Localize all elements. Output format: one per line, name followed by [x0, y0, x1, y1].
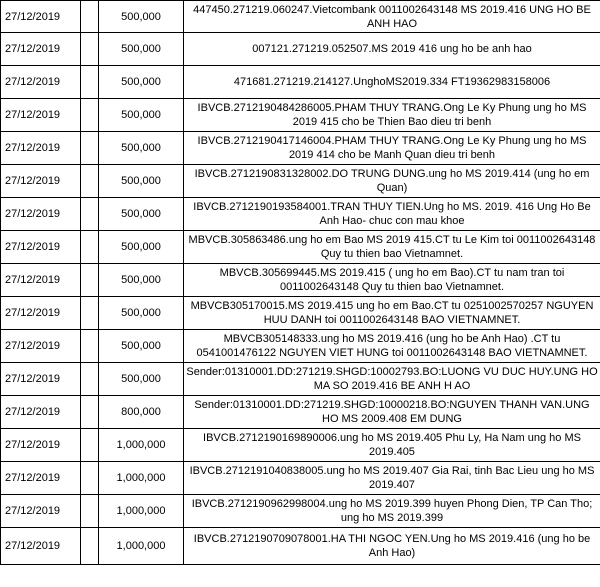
empty-cell — [81, 165, 99, 198]
description-cell: 007121.271219.052507.MS 2019 416 ung ho be anh hao — [184, 33, 600, 66]
description-cell: 471681.271219.214127.UnghoMS2019.334 FT19362983158006 — [184, 66, 600, 99]
table-row — [1, 330, 600, 363]
table-row — [1, 264, 600, 297]
description-cell: MBVCB.305863486.ung ho em Bao MS 2019 415.CT tu Le Kim toi 0011002643148 Quy tu thien bao Vietnamnet. — [184, 231, 600, 264]
date-cell: 27/12/2019 — [1, 165, 81, 198]
amount-cell: 1,000,000 — [99, 462, 184, 495]
description-cell: Sender:01310001.DD:271219.SHGD:10000218.BO:NGUYEN THANH VAN.UNG HO MS 2009.408 EM DUNG — [184, 396, 600, 429]
description-cell: MBVCB305148333.ung ho MS 2019.416 (ung ho be Anh Hao) .CT tu 0541001476122 NGUYEN VIET HUNG toi 0011002643148 BAO VIETNAMNET. — [184, 330, 600, 363]
table-row — [1, 462, 600, 495]
empty-cell — [81, 297, 99, 330]
amount-cell: 500,000 — [99, 1, 184, 33]
empty-cell — [81, 462, 99, 495]
amount-cell: 1,000,000 — [99, 528, 184, 565]
description-cell: MBVCB.305699445.MS 2019.415 ( ung ho em Bao).CT tu nam tran toi 0011002643148 Quy tu thien bao Vietnamnet. — [184, 264, 600, 297]
empty-cell — [81, 99, 99, 132]
description-cell: MBVCB305170015.MS 2019.415 ung ho em Bao.CT tu 0251002570257 NGUYEN HUU DANH toi 0011002643148 BAO VIETNAMNET. — [184, 297, 600, 330]
table-row — [1, 132, 600, 165]
table-row — [1, 198, 600, 231]
table-row — [1, 528, 600, 565]
date-cell: 27/12/2019 — [1, 462, 81, 495]
table-row — [1, 297, 600, 330]
empty-cell — [81, 396, 99, 429]
description-cell: 447450.271219.060247.Vietcombank 0011002643148 MS 2019.416 UNG HO BE ANH HAO — [184, 1, 600, 33]
table-row — [1, 429, 600, 462]
date-cell: 27/12/2019 — [1, 396, 81, 429]
empty-cell — [81, 33, 99, 66]
date-cell: 27/12/2019 — [1, 99, 81, 132]
date-cell: 27/12/2019 — [1, 363, 81, 396]
date-cell: 27/12/2019 — [1, 198, 81, 231]
description-cell: IBVCB.2712190962998004.ung ho MS 2019.399 huyen Phong Dien, TP Can Tho; ung ho MS 2019.399 — [184, 495, 600, 528]
date-cell: 27/12/2019 — [1, 33, 81, 66]
description-cell: IBVCB.2712190484286005.PHAM THUY TRANG.Ong Le Ky Phung ung ho MS 2019 415 cho be Thien Bao dieu tri benh — [184, 99, 600, 132]
empty-cell — [81, 198, 99, 231]
description-cell: IBVCB.2712190831328002.DO TRUNG DUNG.ung ho MS 2019.414 (ung ho em Quan) — [184, 165, 600, 198]
amount-cell: 500,000 — [99, 66, 184, 99]
table-row — [1, 33, 600, 66]
description-cell: IBVCB.2712190193584001.TRAN THUY TIEN.Ung ho MS. 2019. 416 Ung Ho Be Anh Hao- chuc con mau khoe — [184, 198, 600, 231]
amount-cell: 500,000 — [99, 132, 184, 165]
description-cell: Sender:01310001.DD:271219.SHGD:10002793.BO:LUONG VU DUC HUY.UNG HO MA SO 2019.416 BE ANH H AO — [184, 363, 600, 396]
table-row — [1, 231, 600, 264]
amount-cell: 500,000 — [99, 264, 184, 297]
table-row — [1, 165, 600, 198]
description-cell: IBVCB.2712190417146004.PHAM THUY TRANG.Ong Le Ky Phung ung ho MS 2019 414 cho be Manh Quan dieu tri benh — [184, 132, 600, 165]
empty-cell — [81, 1, 99, 33]
amount-cell: 500,000 — [99, 363, 184, 396]
table-row — [1, 99, 600, 132]
empty-cell — [81, 429, 99, 462]
date-cell: 27/12/2019 — [1, 231, 81, 264]
empty-cell — [81, 330, 99, 363]
amount-cell: 500,000 — [99, 99, 184, 132]
date-cell: 27/12/2019 — [1, 495, 81, 528]
empty-cell — [81, 264, 99, 297]
amount-cell: 500,000 — [99, 297, 184, 330]
table-row — [1, 66, 600, 99]
table-row — [1, 396, 600, 429]
donation-table-body — [1, 1, 600, 565]
date-cell: 27/12/2019 — [1, 132, 81, 165]
table-row — [1, 1, 600, 33]
amount-cell: 1,000,000 — [99, 429, 184, 462]
description-cell: IBVCB.2712190709078001.HA THI NGOC YEN.Ung ho MS 2019.416 (ung ho be Anh Hao) — [184, 528, 600, 565]
empty-cell — [81, 363, 99, 396]
table-row — [1, 363, 600, 396]
empty-cell — [81, 132, 99, 165]
description-cell: IBVCB.2712191040838005.ung ho MS 2019.407 Gia Rai, tinh Bac Lieu ung ho MS 2019.407 — [184, 462, 600, 495]
table-row — [1, 495, 600, 528]
date-cell: 27/12/2019 — [1, 264, 81, 297]
amount-cell: 500,000 — [99, 165, 184, 198]
empty-cell — [81, 528, 99, 565]
empty-cell — [81, 495, 99, 528]
amount-cell: 800,000 — [99, 396, 184, 429]
date-cell: 27/12/2019 — [1, 297, 81, 330]
empty-cell — [81, 231, 99, 264]
amount-cell: 500,000 — [99, 231, 184, 264]
amount-cell: 1,000,000 — [99, 495, 184, 528]
date-cell: 27/12/2019 — [1, 1, 81, 33]
date-cell: 27/12/2019 — [1, 330, 81, 363]
date-cell: 27/12/2019 — [1, 66, 81, 99]
amount-cell: 500,000 — [99, 330, 184, 363]
empty-cell — [81, 66, 99, 99]
date-cell: 27/12/2019 — [1, 429, 81, 462]
amount-cell: 500,000 — [99, 33, 184, 66]
date-cell: 27/12/2019 — [1, 528, 81, 565]
description-cell: IBVCB.2712190169890006.ung ho MS 2019.405 Phu Ly, Ha Nam ung ho MS 2019.405 — [184, 429, 600, 462]
amount-cell: 500,000 — [99, 198, 184, 231]
